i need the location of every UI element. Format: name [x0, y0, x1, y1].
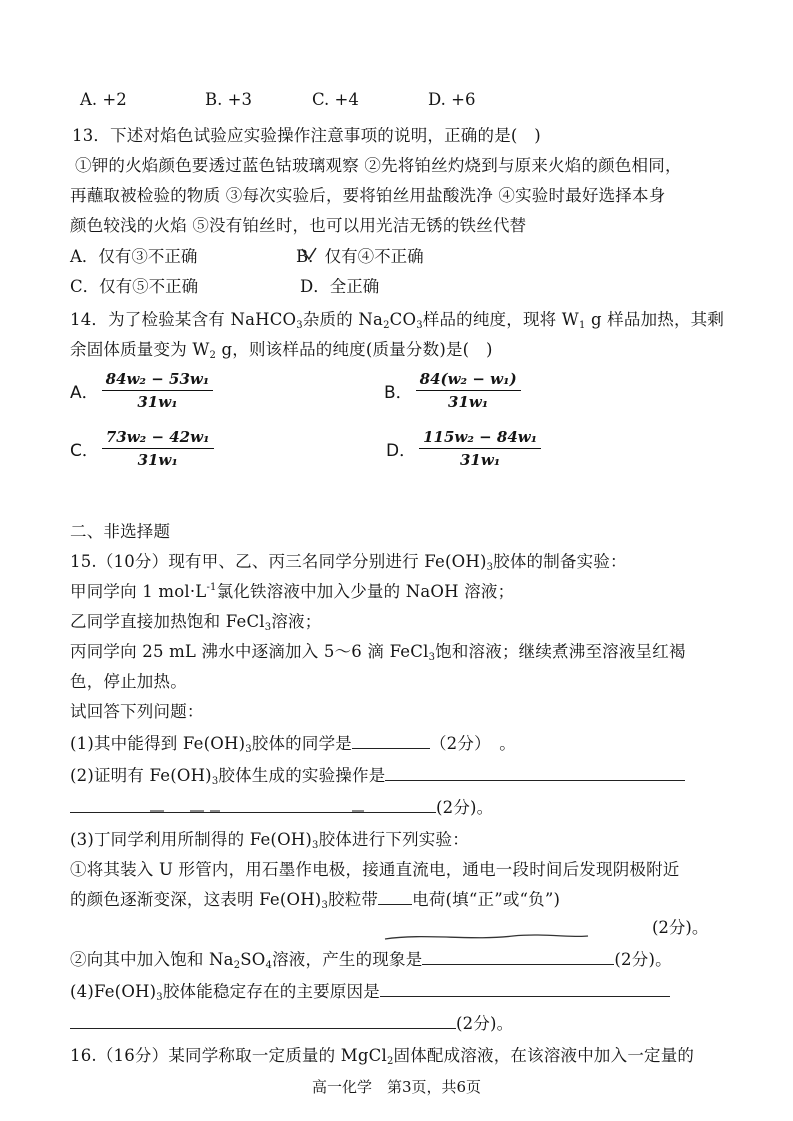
- q15-part4: $(4)Fe(OH)_3$胶体能稳定存在的主要原因是: [70, 978, 670, 1003]
- pen-mark-icon: [300, 246, 318, 262]
- q15-yi: 乙同学直接加热饱和 FeCl$_3$溶液；: [70, 612, 322, 633]
- q15-text: 胶体的制备实验：: [493, 552, 627, 571]
- q15-part3: (3)丁同学利用所制得的 $Fe(OH)_3$胶体进行下列实验：: [70, 830, 469, 851]
- q15-text: 乙同学直接加热饱和 FeCl: [70, 612, 265, 631]
- q14-option-a: [70, 370, 213, 411]
- fraction-denominator: 31w₁: [448, 393, 489, 411]
- q15-text: 氯化铁溶液中加入少量的 NaOH 溶液；: [216, 582, 515, 601]
- pen-stroke-mark: [383, 930, 598, 944]
- q15-text: 胶体生成的实验操作是: [218, 766, 386, 785]
- option-label: C．: [70, 441, 99, 461]
- fraction-numerator: 73w₂ − 42w₁: [102, 428, 214, 449]
- q15-text: (1)其中能得到 Fe(OH): [70, 734, 246, 753]
- q14-text: g，则该样品的纯度(质量分数)是( ): [216, 340, 493, 359]
- q12-option-a: A. +2: [80, 90, 127, 109]
- answer-blank[interactable]: [380, 982, 670, 997]
- q15-part1: (1)其中能得到 $Fe(OH)_3$胶体的同学是 （2分） 。: [70, 734, 516, 755]
- q15-part3-2: ②向其中加入饱和 $Na_2SO_4$溶液，产生的现象是 (2分)。: [70, 950, 672, 971]
- q13-body-line2: 再蘸取被检验的物质 ③每次实验后，要将铂丝用盐酸洗净 ④实验时最好选择本身: [70, 186, 666, 205]
- q16-stem: 16.（16分）某同学称取一定质量的 MgCl$_2$固体配成溶液，在该溶液中加入一定量的: [70, 1046, 695, 1067]
- q14-option-b: [384, 370, 521, 411]
- answer-blank[interactable]: [352, 734, 430, 749]
- q15-text: 胶粒带: [328, 890, 379, 909]
- q15-text: (3)丁同学利用所制得的 Fe(OH): [70, 830, 313, 849]
- q14-text: g 样品加热，其剩: [585, 310, 725, 329]
- fraction-denominator: 31w₁: [137, 393, 178, 411]
- q13-stem: 13．下述对焰色试验应实验操作注意事项的说明，正确的是( ): [72, 126, 541, 145]
- q13-body-line1: ①钾的火焰颜色要透过蓝色钴玻璃观察 ②先将铂丝灼烧到与原来火焰的颜色相同，: [75, 156, 682, 175]
- q15-text: (2分)。: [436, 798, 494, 817]
- q15-part3-1: ①将其装入 U 形管内，用石墨作电极，接通直流电，通电一段时间后发现阴极附近: [70, 860, 680, 879]
- q14-text: 样品的纯度，现将 W: [422, 310, 579, 329]
- section-heading: 二、非选择题: [70, 522, 171, 541]
- smudge-mark: [150, 805, 370, 815]
- q13-option-d: D．全正确: [300, 277, 380, 296]
- q13-body-line3: 颜色较浅的火焰 ⑤没有铂丝时，也可以用光洁无锈的铁丝代替: [70, 216, 527, 235]
- q15-part4-cont: [70, 1010, 513, 1034]
- answer-blank[interactable]: [385, 766, 685, 781]
- q15-text: (2分)。: [614, 950, 672, 969]
- q15-text: 饱和溶液；继续煮沸至溶液呈红褐: [435, 642, 686, 661]
- q15-text: SO: [240, 950, 266, 969]
- option-label: B．: [384, 383, 413, 403]
- q15-part3-1-cont: 的颜色逐渐变深，这表明 $Fe(OH)_3$胶粒带 电荷(填“正”或“负”): [70, 890, 561, 911]
- fraction-denominator: 31w₁: [137, 451, 178, 469]
- q12-option-b: B. +3: [205, 90, 252, 109]
- q15-text: 电荷(填“正”或“负”): [412, 890, 561, 909]
- fraction-numerator: 115w₂ − 84w₁: [419, 428, 541, 449]
- q15-ask: 试回答下列问题：: [70, 702, 204, 721]
- q16-text: 固体配成溶液，在该溶液中加入一定量的: [393, 1046, 695, 1065]
- q14-text: 杂质的 Na: [302, 310, 384, 329]
- q15-text: 溶液；: [271, 612, 322, 631]
- q14-text: 余固体质量变为 W: [70, 340, 210, 359]
- q16-text: 16.（16分）某同学称取一定质量的 MgCl: [70, 1046, 387, 1065]
- fraction-numerator: 84w₂ − 53w₁: [102, 370, 214, 391]
- q15-text: (4)Fe(OH): [70, 982, 157, 1001]
- q14-text: CO: [389, 310, 417, 329]
- q15-text: (2分)。: [456, 1014, 514, 1033]
- q14-text: 14．为了检验某含有 NaHCO: [70, 310, 297, 329]
- q15-part3-1-score: (2分)。: [652, 918, 709, 937]
- answer-blank[interactable]: [70, 1014, 456, 1029]
- q12-option-c: C. +4: [312, 90, 359, 109]
- page-footer: 高一化学 第3页，共6页: [311, 1078, 482, 1096]
- q15-text: 甲同学向 1 mol·L: [70, 582, 207, 601]
- fraction-denominator: 31w₁: [460, 451, 501, 469]
- q15-stem: 15.（10分）现有甲、乙、丙三名同学分别进行 $Fe(OH)_3$胶体的制备实验：: [70, 552, 627, 573]
- q15-text: （2分） 。: [429, 734, 516, 753]
- q15-text: 胶体能稳定存在的主要原因是: [162, 982, 380, 1001]
- q13-option-a: A．仅有③不正确: [70, 247, 198, 266]
- option-label: A．: [70, 383, 99, 403]
- answer-blank[interactable]: [422, 950, 614, 965]
- q15-jia: 甲同学向 1 $mol\cdot L^{-1}$氯化铁溶液中加入少量的 NaOH 溶液；: [70, 582, 515, 601]
- q15-text: 丙同学向 25 mL 沸水中逐滴加入 5～6 滴 FeCl: [70, 642, 429, 661]
- q14-stem-line1: 14．为了检验某含有 NaHCO$_3$杂质的 $Na_2CO_3$样品的纯度，现将 $W_1$ g 样品加热，其剩: [70, 310, 725, 331]
- q15-bing-cont: 色，停止加热。: [70, 672, 187, 691]
- q14-option-d: [386, 428, 541, 469]
- q15-text: 胶体进行下列实验：: [318, 830, 469, 849]
- q12-option-d: D. +6: [428, 90, 476, 109]
- q15-text: (2)证明有 Fe(OH): [70, 766, 212, 785]
- q14-option-c: [70, 428, 214, 469]
- q14-stem-line2: 余固体质量变为 $W_2$ g，则该样品的纯度(质量分数)是( ): [70, 340, 493, 361]
- q15-text: 15.（10分）现有甲、乙、丙三名同学分别进行 Fe(OH): [70, 552, 487, 571]
- q13-option-b: B．仅有④不正确: [296, 247, 424, 266]
- q15-text: 胶体的同学是: [251, 734, 352, 753]
- q15-part2: (2)证明有 $Fe(OH)_3$胶体生成的实验操作是: [70, 762, 685, 787]
- q15-text: 的颜色逐渐变深，这表明 Fe(OH): [70, 890, 322, 909]
- q13-option-c: C．仅有⑤不正确: [70, 277, 199, 296]
- answer-blank[interactable]: [378, 890, 412, 905]
- option-label: D．: [386, 441, 417, 461]
- q15-text: ②向其中加入饱和 Na: [70, 950, 234, 969]
- q15-bing: 丙同学向 25 mL 沸水中逐滴加入 5～6 滴 FeCl$_3$饱和溶液；继续煮沸至溶液呈红褐: [70, 642, 686, 663]
- fraction-numerator: 84(w₂ − w₁): [416, 370, 521, 391]
- q15-text: 溶液，产生的现象是: [272, 950, 423, 969]
